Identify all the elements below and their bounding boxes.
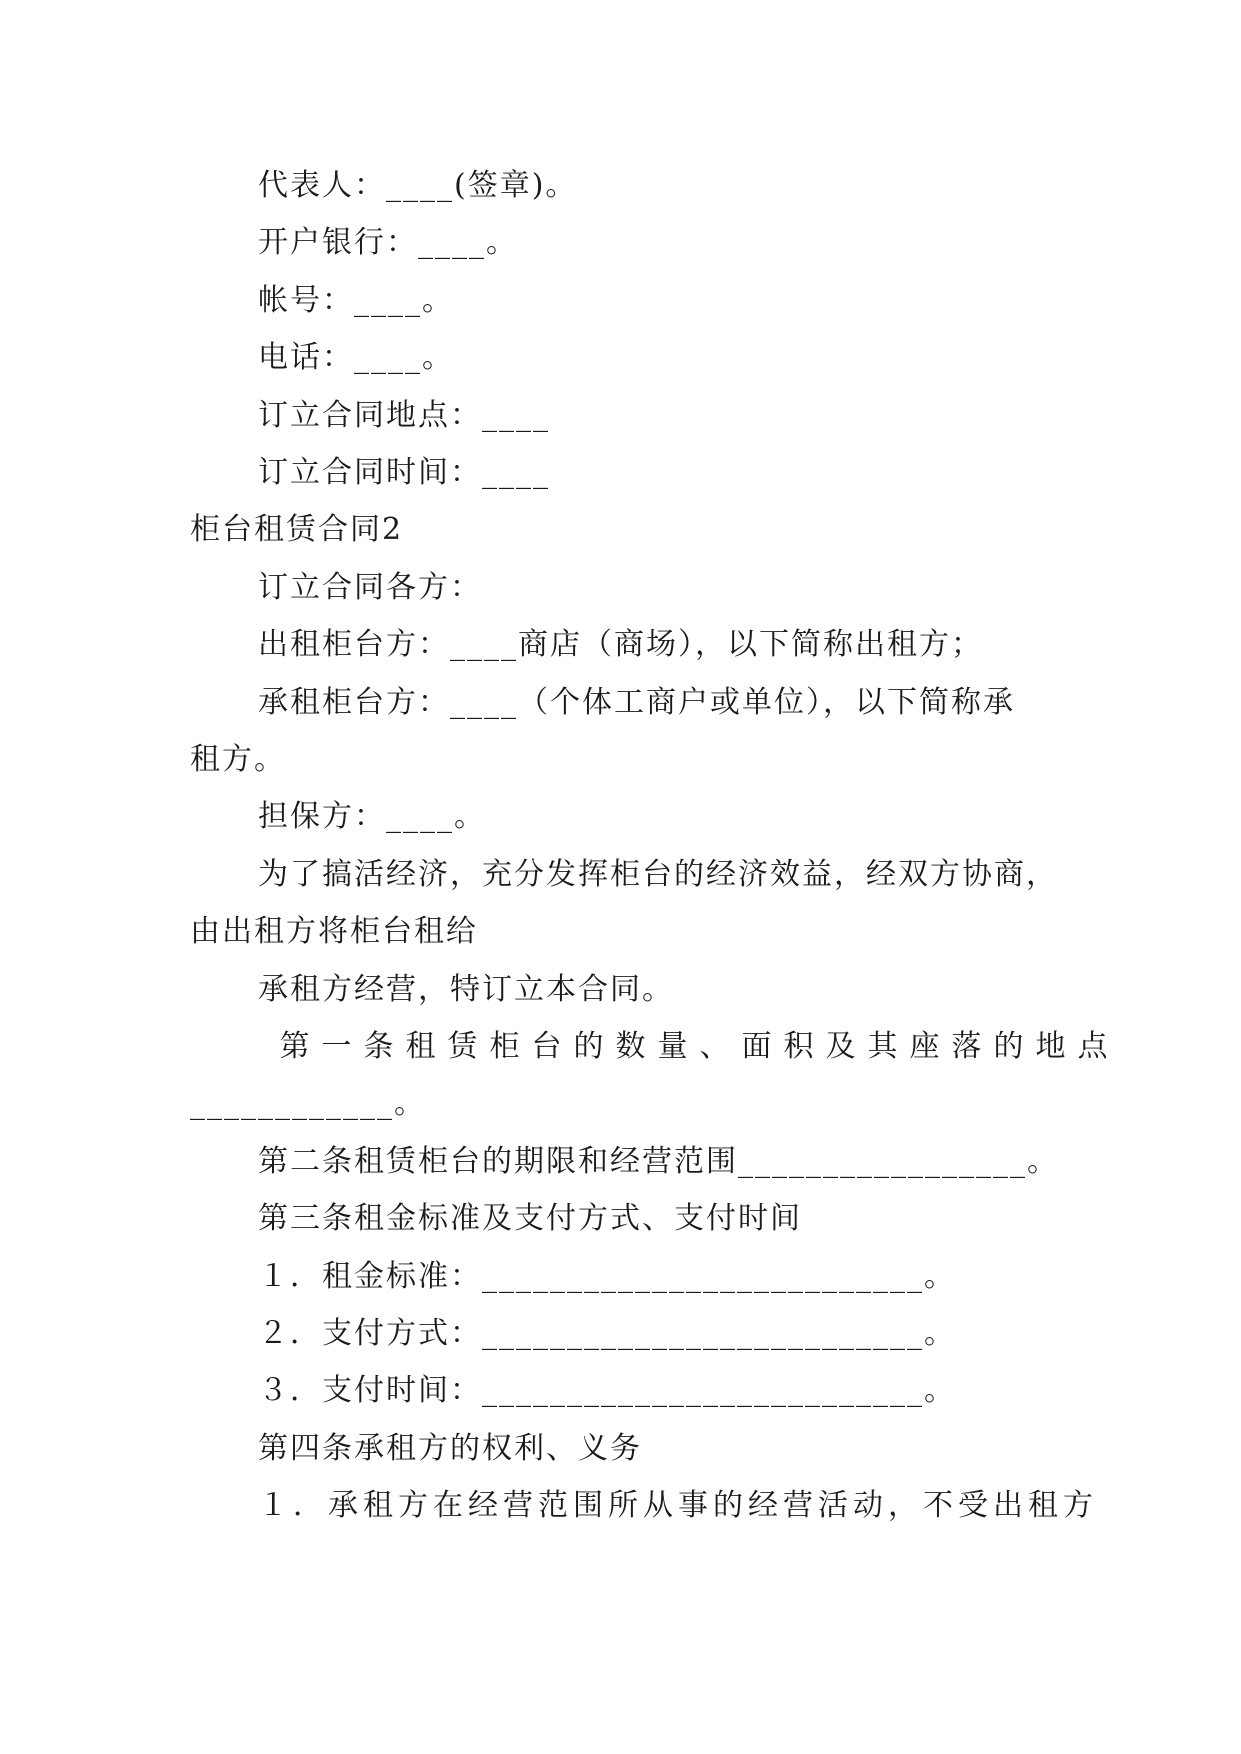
- text-line-lessor: 出租柜台方：____商店（商场），以下简称出租方；: [258, 627, 983, 662]
- text-line-bank: 开户银行：____。: [258, 225, 518, 260]
- text-line-purpose: 为了搞活经济，充分发挥柜台的经济效益，经双方协商，: [258, 857, 1058, 892]
- text-line-signing-place: 订立合同地点：____: [258, 398, 550, 433]
- text-line-purpose-end: 承租方经营，特订立本合同。: [258, 972, 674, 1007]
- article-2: 第二条租赁柜台的期限和经营范围_________________。: [258, 1144, 1059, 1179]
- article-4-item-1: １．承租方在经营范围所从事的经营活动，不受出租方: [258, 1488, 1098, 1523]
- text-line-lessee-cont: 租方。: [190, 742, 286, 777]
- text-line-parties: 订立合同各方：: [258, 570, 482, 605]
- text-line-signing-time: 订立合同时间：____: [258, 455, 550, 490]
- text-line-guarantor: 担保方：____。: [258, 799, 486, 834]
- article-1: 第一条租赁柜台的数量、面积及其座落的地点: [258, 1029, 1120, 1064]
- text-line-lessee: 承租柜台方：____（个体工商户或单位），以下简称承: [258, 685, 1015, 720]
- article-1-blank: ____________。: [190, 1086, 426, 1121]
- text-line-account: 帐号：____。: [258, 283, 454, 318]
- article-3-item-3: ３．支付时间：__________________________。: [258, 1373, 956, 1408]
- article-3-item-2: ２．支付方式：__________________________。: [258, 1316, 956, 1351]
- text-line-phone: 电话：____。: [258, 340, 454, 375]
- text-line-representative: 代表人：____(签章)。: [258, 168, 578, 203]
- article-3: 第三条租金标准及支付方式、支付时间: [258, 1201, 802, 1236]
- text-line-purpose-cont: 由出租方将柜台租给: [190, 914, 478, 949]
- article-3-item-1: １．租金标准：__________________________。: [258, 1259, 956, 1294]
- article-4: 第四条承租方的权利、义务: [258, 1431, 642, 1466]
- contract-title: 柜台租赁合同2: [190, 512, 404, 547]
